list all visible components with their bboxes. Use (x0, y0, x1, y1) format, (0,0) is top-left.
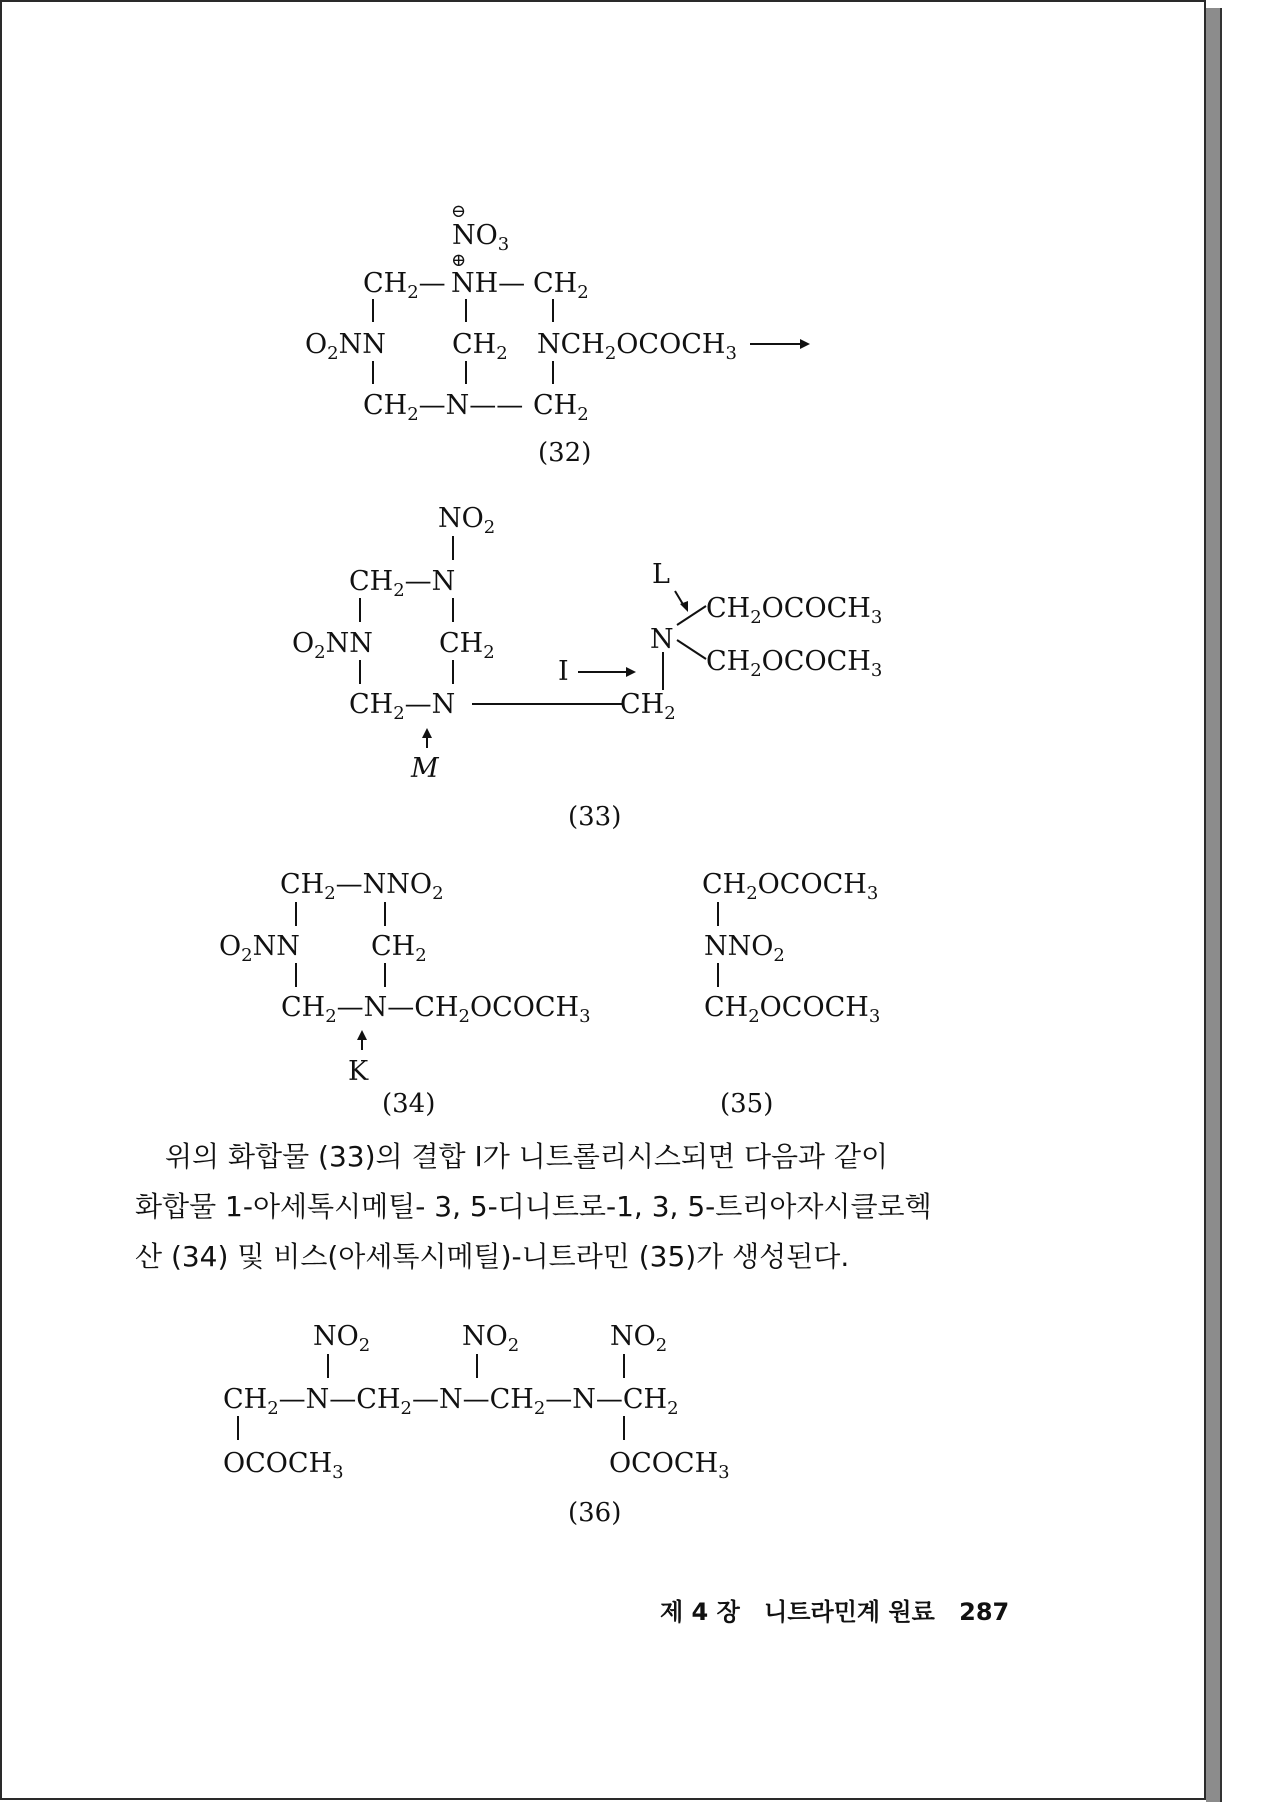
s32-top-right: $CH_2$ (533, 268, 589, 303)
bond-label-i: I (558, 656, 569, 687)
s33-arm-top: $CH_2OCOCH_3$ (706, 593, 883, 628)
s33-ch2-right: $CH_2$ (620, 689, 676, 724)
s32-bottom-left: $CH_2—N——$ (363, 390, 524, 425)
s36-ococh3-right: $OCOCH_3$ (609, 1448, 730, 1483)
page-footer (660, 1592, 1025, 1627)
bond-label-l: L (652, 559, 670, 590)
s35-mid: $NNO_2$ (704, 931, 785, 966)
s33-mid-left: $O_2NN$ (292, 628, 373, 663)
s33-mid-ch2: $CH_2$ (439, 628, 495, 663)
structure-34 (219, 869, 591, 1119)
footer-title: 니트라민계 원료 (764, 1598, 935, 1626)
s34-mid-ch2: $CH_2$ (371, 931, 427, 966)
s36-no2-1: $NO_2$ (313, 1321, 371, 1356)
compound-label-33: (33) (568, 802, 622, 832)
s32-top-left: $CH_2—$ (363, 268, 446, 303)
page-number: 287 (959, 1598, 1010, 1626)
nitrate-charge-minus: ⊖ (451, 201, 467, 222)
footer-chapter: 제 4 장 (660, 1598, 740, 1626)
s36-no2-3: $NO_2$ (610, 1321, 668, 1356)
structure-33 (292, 503, 882, 832)
s33-no2: $NO_2$ (438, 503, 496, 538)
s36-chain: $CH_2—N—CH_2—N—CH_2—N—CH_2$ (223, 1384, 679, 1419)
ammonium-charge-plus: ⊕ (451, 250, 467, 271)
bond-label-m: M (411, 753, 439, 784)
s34-top: $CH_2—NNO_2$ (280, 869, 444, 904)
s33-n-right: N (650, 624, 674, 655)
paragraph-line-2: 화합물 1-아세톡시메틸- 3, 5-디니트로-1, 3, 5-트리아자시클로헥 (135, 1190, 932, 1223)
s33-top-left: $CH_2—N$ (349, 566, 456, 601)
nitrate-group: $NO_3$ (452, 220, 510, 255)
bond-label-k: K (348, 1056, 369, 1087)
s35-top: $CH_2OCOCH_3$ (702, 869, 879, 904)
s32-top-mid: NH— (451, 268, 526, 299)
body-paragraph (135, 1132, 1065, 1282)
s35-bottom: $CH_2OCOCH_3$ (704, 992, 881, 1027)
s33-arm-bottom: $CH_2OCOCH_3$ (706, 646, 883, 681)
paragraph-line-1: 위의 화합물 (33)의 결합 I가 니트롤리시스되면 다음과 같이 (165, 1140, 889, 1173)
s36-ococh3-left: $OCOCH_3$ (223, 1448, 344, 1483)
structure-36 (223, 1321, 730, 1528)
s34-mid-left: $O_2NN$ (219, 931, 300, 966)
compound-label-32: (32) (538, 438, 592, 468)
s33-bottom-left: $CH_2—N$ (349, 689, 456, 724)
s32-mid-right: $NCH_2OCOCH_3$ (537, 329, 737, 364)
compound-label-36: (36) (568, 1498, 622, 1528)
structure-35 (702, 869, 880, 1119)
compound-label-35: (35) (720, 1089, 774, 1119)
s32-bottom-right: $CH_2$ (533, 390, 589, 425)
s36-no2-2: $NO_2$ (462, 1321, 520, 1356)
paragraph-line-3: 산 (34) 및 비스(아세톡시메틸)-니트라민 (35)가 생성된다. (135, 1240, 850, 1273)
s32-mid-left: $O_2NN$ (305, 329, 386, 364)
s34-bottom: $CH_2—N—CH_2OCOCH_3$ (281, 992, 591, 1027)
structure-32 (305, 201, 810, 468)
compound-label-34: (34) (382, 1089, 436, 1119)
s32-mid-ch2: $CH_2$ (452, 329, 508, 364)
